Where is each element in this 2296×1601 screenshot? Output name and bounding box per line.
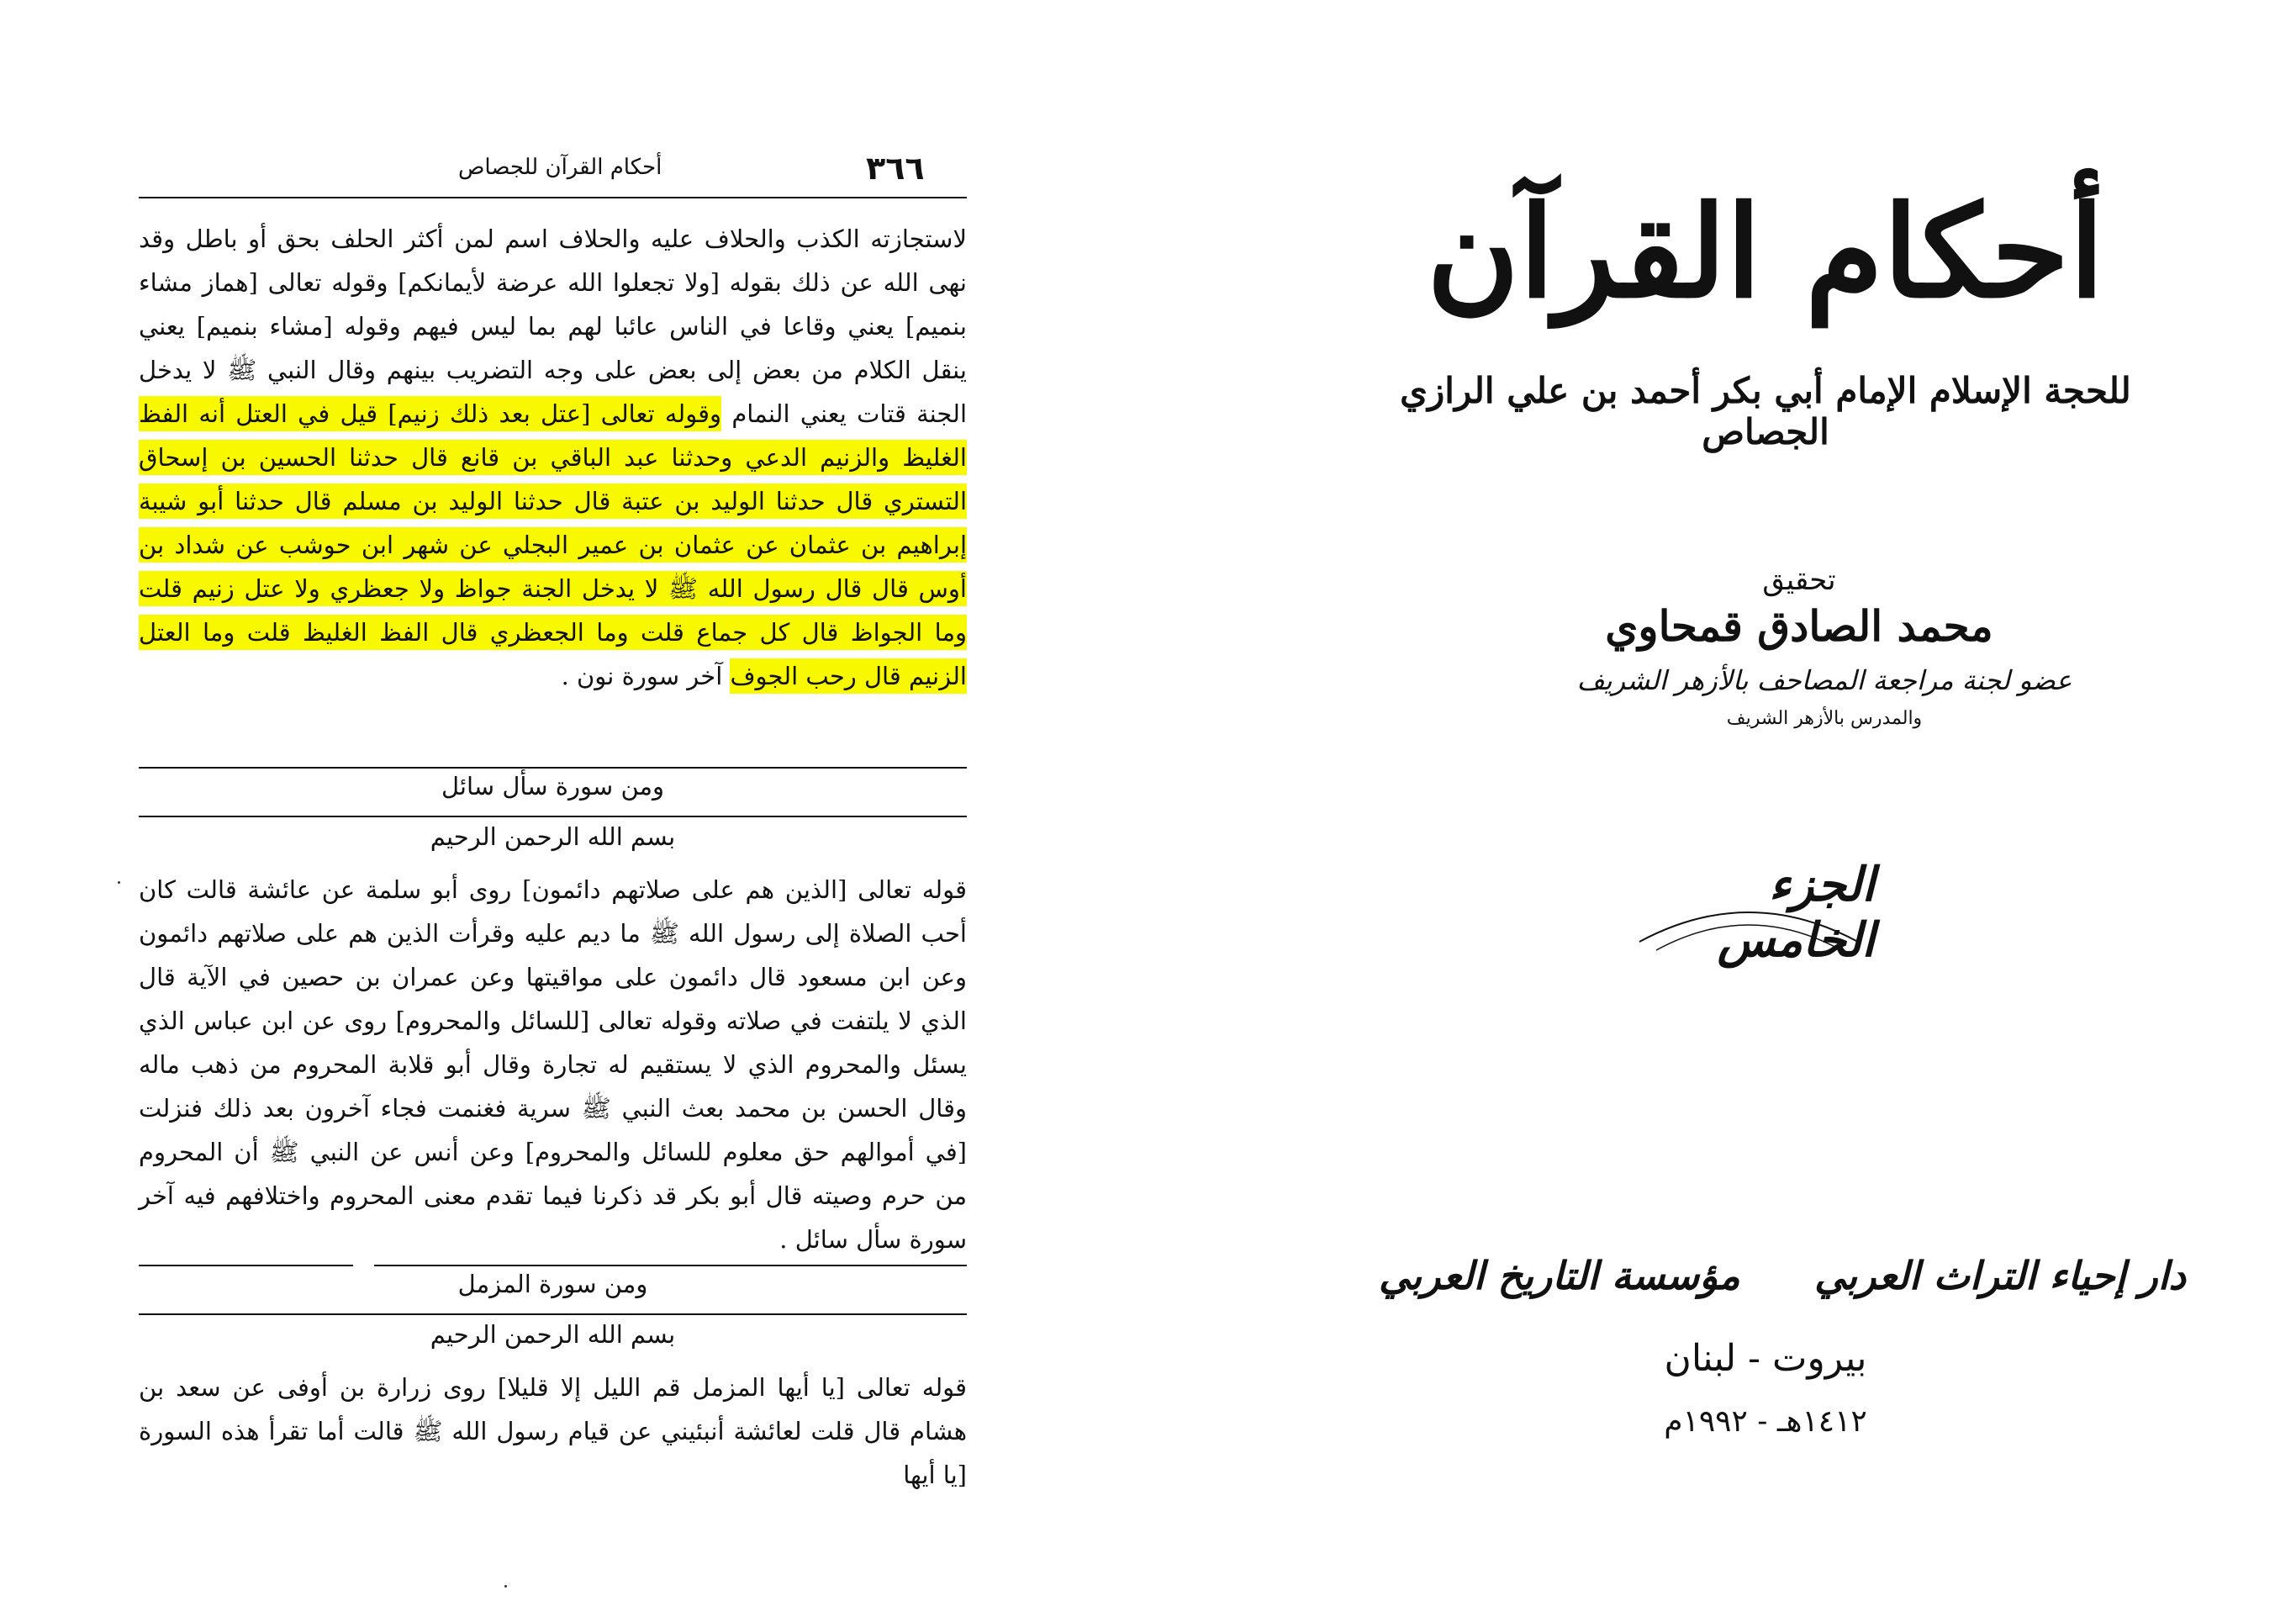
section-divider-bottom (139, 816, 967, 817)
volume-ornament-icon (1623, 866, 1875, 959)
paragraph-text: قوله تعالى [الذين هم على صلاتهم دائمون] روى أبو سلمة عن عائشة قالت كان أحب الصلاة إلى رسول الله ﷺ ما ديم عليه وقرأت الذين هم على صلاتهم دائمون وعن ابن مسعود قال دائمون على مواقيتها وعن عمران بن حصين في الآية قال الذي لا يلتفت في صلاته وقوله تعالى [للسائل والمحروم] روى عن ابن عباس الذي يسئل والمحروم الذي لا يستقيم له تجارة وقال أبو قلابة المحروم من ذهب ماله وقال الحسن بن محمد بعث النبي ﷺ سرية فغنمت فجاء آخرون بعد ذلك فنزلت [في أموالهم حق معلوم للسائل والمحروم] وعن أنس عن النبي ﷺ أن المحروم من حرم وصيته قال أبو بكر قد ذكرنا فيما تقدم معنى المحروم واختلافهم فيه آخر سورة سأل سائل . (139, 875, 967, 1254)
publisher-city: بيروت - لبنان (1664, 1337, 1867, 1380)
editor-role-secondary: والمدرس بالأزهر الشريف (1726, 708, 1923, 729)
page-number: ٣٦٦ (866, 150, 925, 187)
surah-heading-muzzammil: ومن سورة المزمل (457, 1270, 648, 1298)
section-divider-top (374, 1265, 967, 1266)
book-title: أحكام القرآن (1427, 178, 2104, 326)
paragraph-text (139, 217, 967, 698)
section-divider-top (139, 1265, 353, 1266)
left-page (126, 143, 967, 1488)
basmala-maarij: بسم الله الرحمن الرحيم (430, 822, 676, 851)
publisher-1: دار إحياء التراث العربي (1814, 1253, 2186, 1298)
surah-end-text: آخر سورة نون . (561, 662, 723, 690)
scan-speck (504, 1585, 507, 1588)
volume-text: الجزء الخامس (1717, 857, 1875, 968)
publishers (1379, 1253, 2186, 1298)
title-page (1345, 143, 2186, 1488)
paragraph-surah-maarij (139, 868, 967, 1261)
editor-role: عضو لجنة مراجعة المصاحف بالأزهر الشريف (1576, 664, 2072, 696)
editor-name: محمد الصادق قمحاوي (1605, 601, 1993, 651)
plain-text: لاستجازته الكذب والحلاف عليه والحلاف اسم لمن أكثر الحلف بحق أو باطل وقد نهى الله عن ذلك بقوله [ولا تجعلوا الله عرضة لأيمانكم] وقوله تعالى [هماز مشاء بنميم] يعني وقاعا في الناس عائبا لهم بما ليس فيهم وقوله [مشاء بنميم] يعني ينقل الكلام من بعض إلى بعض على وجه التضريب بينهم وقال النبي ﷺ لا يدخل الجنة قتات يعني النمام (139, 225, 967, 428)
tahqiq-label: تحقيق (1762, 563, 1836, 597)
paragraph-text: قوله تعالى [يا أيها المزمل قم الليل إلا قليلا] روى زرارة بن أوفى عن سعد بن هشام قال قلت لعائشة أنبئيني عن قيام رسول الله ﷺ قالت أما تقرأ هذه السورة [يا أيها (139, 1373, 967, 1489)
scan-speck (118, 881, 120, 884)
paragraph-surah-muzzammil (139, 1366, 967, 1497)
volume-label (1623, 857, 1875, 968)
basmala-muzzammil: بسم الله الرحمن الرحيم (430, 1320, 676, 1349)
publication-date: ١٤١٢هـ - ١٩٩٢م (1664, 1404, 1867, 1439)
highlighted-text: وقوله تعالى [عتل بعد ذلك زنيم] قيل في العتل أنه الفظ الغليظ والزنيم الدعي وحدثنا عبد الباقي بن قانع قال حدثنا الحسين بن إسحاق التستري قال حدثنا الوليد بن عتبة قال حدثنا الوليد بن مسلم قال حدثنا أبو شيبة إبراهيم بن عثمان عن عثمان بن عمير البجلي عن شهر ابن حوشب عن شداد بن أوس قال قال رسول الله ﷺ لا يدخل الجنة جواظ ولا جعظري ولا عتل زنيم قلت وما الجواظ قال كل جماع قلت وما الجعظري قال الفظ الغليظ قلت وما العتل الزنيم قال رحب الجوف (139, 396, 967, 694)
section-divider-top (139, 767, 967, 769)
header-rule (139, 197, 967, 198)
publisher-2: مؤسسة التاريخ العربي (1379, 1253, 1740, 1298)
author-line: للحجة الإسلام الإمام أبي بكر أحمد بن علي الرازي الجصاص (1400, 370, 2131, 452)
surah-heading-maarij: ومن سورة سأل سائل (441, 772, 665, 800)
running-title: أحكام القرآن للجصاص (458, 155, 662, 180)
section-divider-bottom (139, 1313, 967, 1315)
running-head (139, 150, 954, 190)
paragraph-surah-nun-end (139, 217, 967, 698)
